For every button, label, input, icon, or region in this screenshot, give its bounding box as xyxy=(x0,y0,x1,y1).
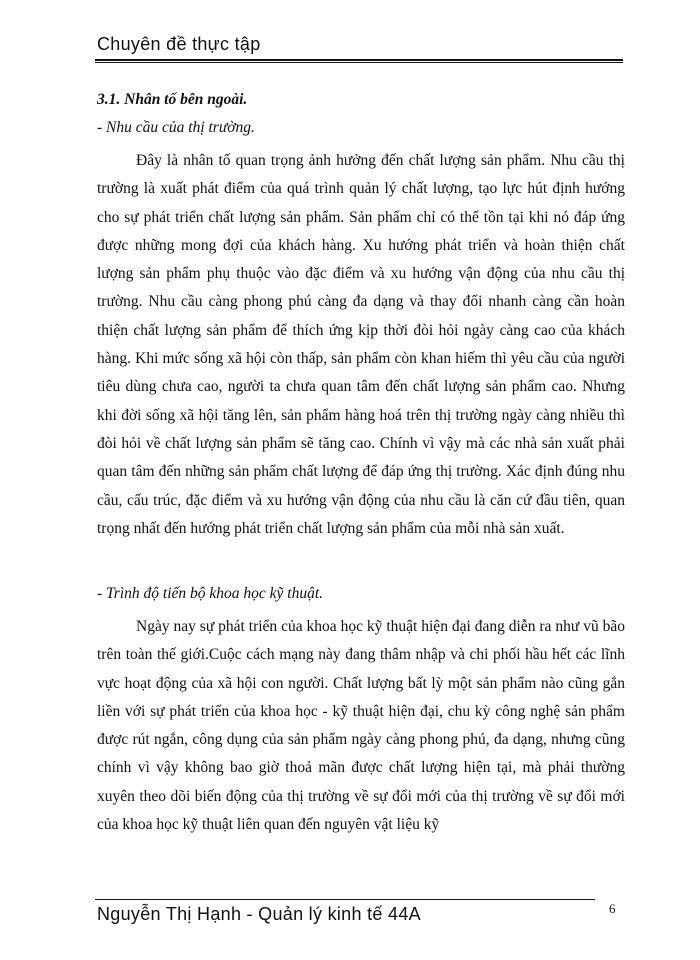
header-title: Chuyên đề thực tập xyxy=(97,34,261,54)
paragraph-technology-progress: Ngày nay sự phát triển của khoa học kỹ thuật hiện đại đang diễn ra như vũ bão trên toàn thế giới.Cuộc cách mạng này đang thâm nhập và chi phối hầu hết các lĩnh vực hoạt động của xã hội con người. Chất lượng bất lỳ một sản phẩm nào cũng gắn liền với sự phát triển của khoa học - kỹ thuật hiện đại, chu kỳ công nghệ sản phẩm được rút ngắn, công dụng của sản phẩm ngày càng phong phú, đa dạng, nhưng cũng chính vì vậy không bao giờ thoả mãn được chất lượng hiện tại, mà phải thường xuyên theo dõi biến động của thị trường về sự đổi mới của thị trường về sự đổi mới của khoa học kỹ thuật liên quan đến nguyên vật liệu kỹ xyxy=(97,618,625,834)
footer-divider xyxy=(95,899,595,900)
header-divider xyxy=(95,59,623,63)
paragraph-market-demand: Đây là nhân tố quan trọng ảnh hưởng đến chất lượng sản phẩm. Nhu cầu thị trường là xuất phát điểm của quá trình quản lý chất lượng, tạo lực hút định hướng cho sự phát triển chất lượng sản phẩm. Sản phẩm chỉ có thể tồn tại khi nó đáp ứng được những mong đợi của khách hàng. Xu hướng phát triển và hoàn thiện chất lượng sản phẩm phụ thuộc vào đặc điểm và xu hướng vận động của nhu cầu thị trường. Nhu cầu càng phong phú càng đa dạng và thay đổi nhanh càng cần hoàn thiện chất lượng sản phẩm để thích ứng kịp thời đòi hỏi ngày càng cao của khách hàng. Khi mức sống xã hội còn thấp, sản phẩm còn khan hiếm thì yêu cầu của người tiêu dùng chưa cao, người ta chưa quan tâm đến chất lượng sản phẩm cao. Nhưng khi đời sống xã hội tăng lên, sản phẩm hàng hoá trên thị trường ngày càng nhiều thì đòi hỏi về chất lượng sản phẩm sẽ tăng cao. Chính vì vậy mà các nhà sản xuất phải quan tâm đến những sản phẩm chất lượng để đáp ứng thị trường. Xác định đúng nhu cầu, cấu trúc, đặc điểm và xu hướng vận động của nhu cầu là căn cứ đầu tiên, quan trọng nhất đến hướng phát triển chất lượng sản phẩm của mỗi nhà sản xuất. xyxy=(97,152,625,537)
section-heading: 3.1. Nhân tố bên ngoài. xyxy=(97,91,248,108)
subheading-technology-progress: - Trình độ tiến bộ khoa học kỹ thuật. xyxy=(97,585,324,602)
footer-author: Nguyễn Thị Hạnh - Quản lý kinh tế 44A xyxy=(97,904,421,924)
page-number: 6 xyxy=(609,901,616,916)
subheading-market-demand: - Nhu cầu của thị trường. xyxy=(97,119,255,136)
